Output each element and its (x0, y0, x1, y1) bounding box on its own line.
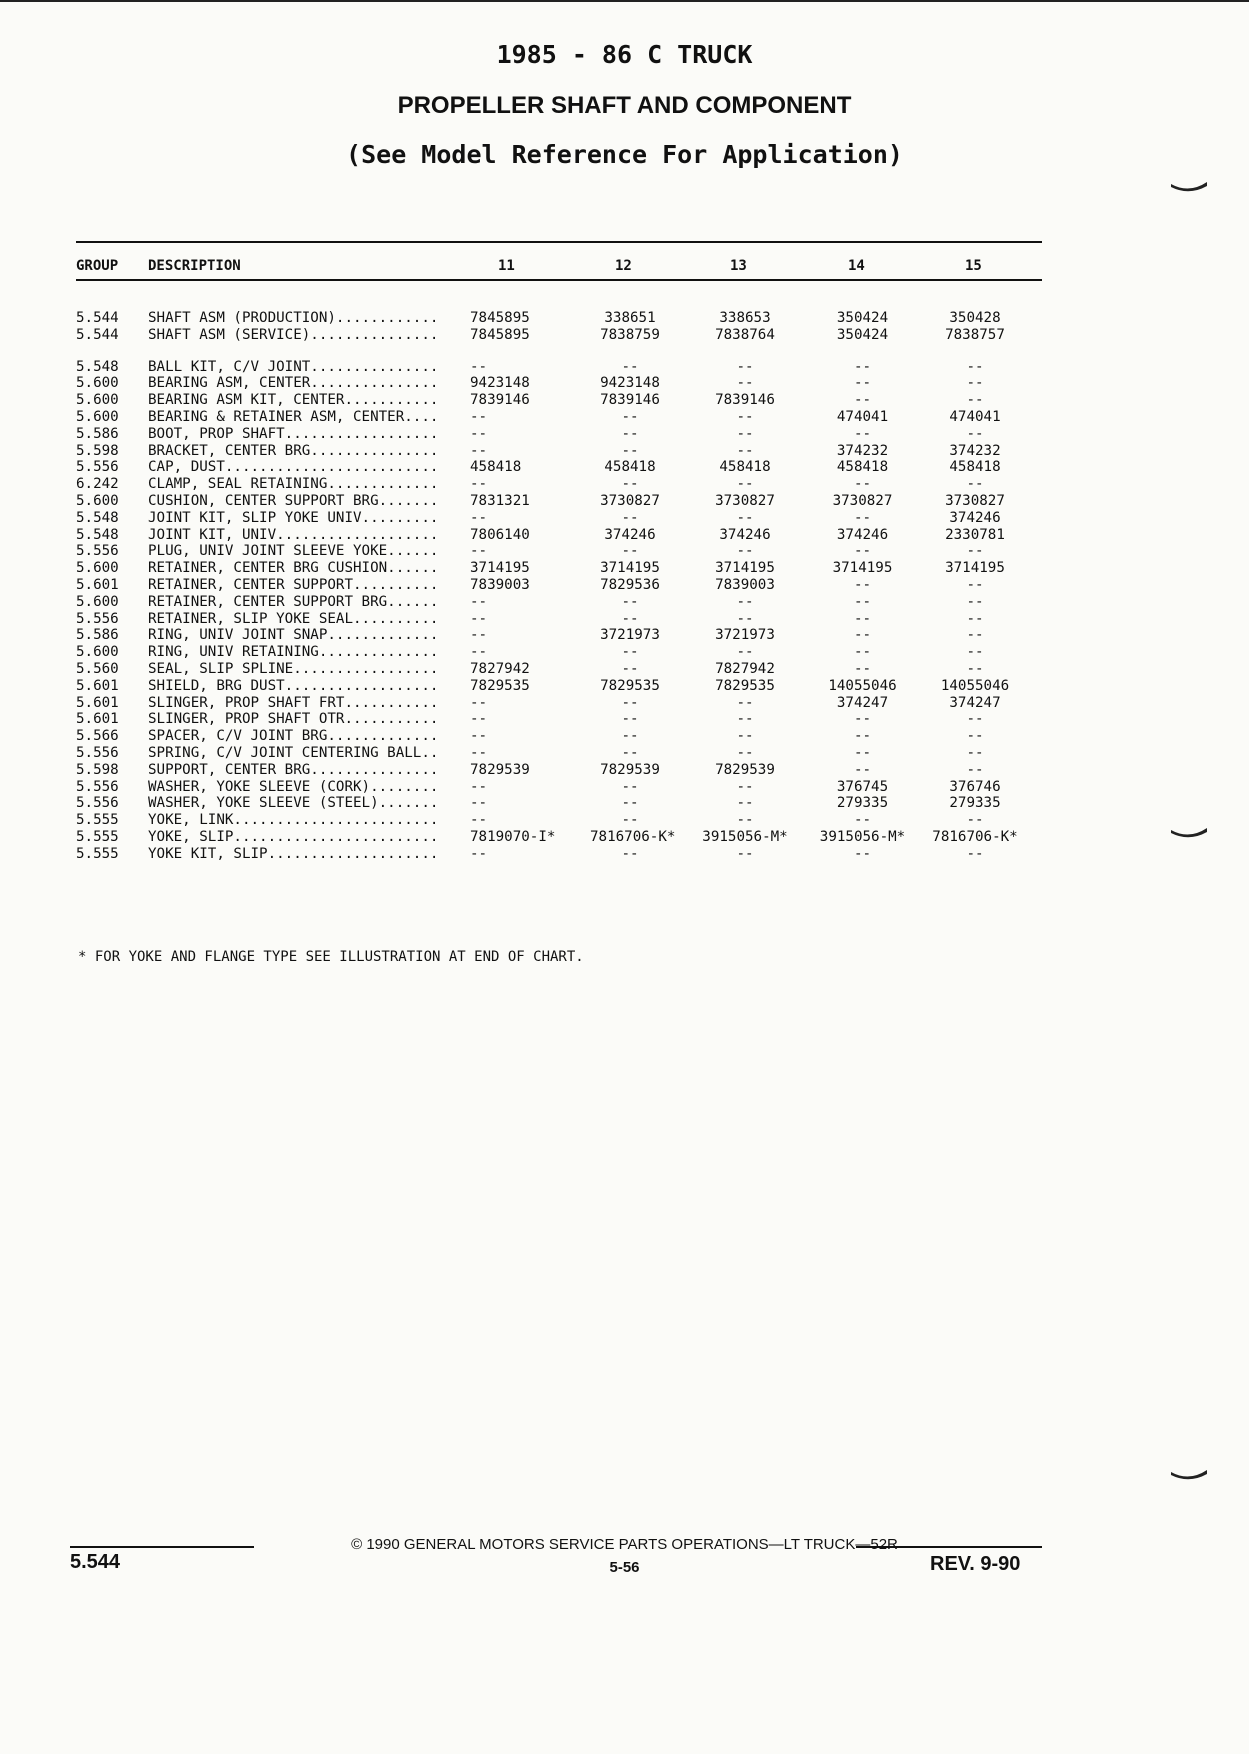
row-description: BEARING & RETAINER ASM, CENTER.... (148, 408, 439, 425)
row-group: 5.586 (76, 627, 119, 644)
row-col-15: 350428 (949, 310, 1001, 326)
table-header-rule (76, 279, 1042, 281)
row-group: 5.548 (76, 358, 119, 375)
table-row (0, 527, 1249, 544)
row-group: 5.556 (76, 744, 119, 761)
row-col-12: 7839146 (600, 392, 660, 409)
table-row (0, 476, 1249, 493)
row-col-12: 7838759 (600, 326, 660, 343)
table-row (0, 661, 1249, 678)
row-group: 5.544 (76, 326, 119, 343)
row-col-15: -- (966, 744, 984, 761)
row-col-15: 3714195 (945, 560, 1005, 577)
row-description: SLINGER, PROP SHAFT OTR........... (148, 711, 439, 728)
row-description: BEARING ASM KIT, CENTER........... (148, 392, 439, 409)
row-col-12: 3721973 (600, 627, 660, 644)
row-col-11: -- (470, 610, 488, 627)
row-col-13: -- (736, 425, 754, 442)
row-description: RING, UNIV RETAINING.............. (148, 644, 439, 661)
row-col-15: -- (966, 593, 984, 610)
row-col-13: -- (736, 543, 754, 560)
row-group: 5.601 (76, 694, 119, 711)
row-group: 5.601 (76, 677, 119, 694)
table-row (0, 795, 1249, 812)
row-group: 5.600 (76, 593, 119, 610)
row-col-13: 7838764 (715, 326, 775, 343)
row-col-13: -- (736, 610, 754, 627)
table-row (0, 459, 1249, 476)
row-col-14: -- (853, 812, 872, 829)
row-col-11: -- (470, 425, 488, 442)
row-col-15: -- (966, 845, 984, 862)
row-col-11: 7827942 (470, 660, 530, 677)
row-col-12: -- (621, 509, 639, 526)
row-col-13: -- (736, 509, 754, 526)
footer-group-number: 5.544 (70, 1551, 121, 1573)
row-col-11: -- (470, 795, 488, 812)
row-col-12: 3714195 (600, 560, 660, 577)
row-col-11: -- (470, 778, 488, 795)
footer-revision: REV. 9-90 (930, 1553, 1021, 1575)
row-group: 5.601 (76, 576, 119, 593)
table-row (0, 627, 1249, 644)
row-col-15: 474041 (949, 408, 1001, 425)
row-col-11: -- (470, 744, 488, 761)
row-col-13: -- (736, 711, 754, 728)
row-col-14: 474041 (836, 408, 889, 425)
row-col-12: -- (621, 845, 639, 862)
row-col-12: -- (621, 476, 639, 493)
header-group: GROUP (76, 258, 119, 274)
row-col-15: 279335 (949, 795, 1001, 812)
table-row (0, 443, 1249, 460)
header-col-15: 15 (965, 258, 982, 274)
row-description: PLUG, UNIV JOINT SLEEVE YOKE...... (148, 543, 439, 560)
table-row (0, 594, 1249, 611)
row-col-12: 9423148 (600, 375, 660, 392)
row-col-11: 7845895 (470, 310, 530, 326)
header-col-13: 13 (730, 258, 747, 274)
table-row (0, 493, 1249, 510)
row-group: 5.600 (76, 644, 119, 661)
row-col-11: 9423148 (470, 375, 530, 392)
row-col-15: 374232 (949, 442, 1001, 459)
table-row (0, 611, 1249, 628)
row-col-15: 3730827 (945, 492, 1005, 509)
page-subtitle: PROPELLER SHAFT AND COMPONENT (397, 92, 852, 119)
row-col-11: -- (470, 593, 488, 610)
row-group: 5.586 (76, 425, 119, 442)
row-col-13: 7839003 (715, 576, 775, 593)
row-col-15: 7838757 (945, 326, 1005, 343)
row-col-15: -- (966, 812, 984, 829)
row-col-15: -- (966, 392, 984, 409)
row-col-11: -- (470, 509, 488, 526)
row-col-11: -- (470, 694, 488, 711)
row-col-14: 458418 (836, 459, 889, 476)
row-col-15: -- (966, 660, 984, 677)
row-col-14: 279335 (836, 795, 889, 812)
row-col-11: -- (470, 358, 488, 375)
row-col-14: -- (853, 476, 872, 493)
row-col-15: 14055046 (940, 677, 1010, 694)
row-col-14: 350424 (836, 310, 889, 326)
row-description: CLAMP, SEAL RETAINING............. (148, 476, 439, 493)
row-col-12: 7816706-K* (590, 828, 676, 845)
row-col-15: -- (966, 476, 984, 493)
row-col-11: -- (470, 627, 488, 644)
row-description: WASHER, YOKE SLEEVE (STEEL)....... (148, 795, 439, 812)
row-col-12: -- (621, 812, 639, 829)
row-col-13: 338653 (719, 310, 771, 326)
row-col-15: -- (966, 711, 984, 728)
row-col-11: -- (470, 711, 488, 728)
header-col-12: 12 (615, 258, 632, 274)
row-col-13: 7839146 (715, 392, 775, 409)
row-col-14: -- (853, 728, 872, 745)
row-description: YOKE, SLIP........................ (148, 828, 439, 845)
row-col-12: -- (621, 711, 639, 728)
row-col-12: -- (621, 610, 639, 627)
row-col-12: -- (621, 644, 639, 661)
row-description: SHIELD, BRG DUST.................. (148, 677, 439, 694)
row-group: 5.548 (76, 526, 119, 543)
header-col-11: 11 (498, 258, 515, 274)
table-row (0, 327, 1249, 344)
row-col-12: 374246 (604, 526, 656, 543)
row-col-14: -- (853, 761, 872, 778)
table-row (0, 577, 1249, 594)
row-col-14: 376745 (836, 778, 889, 795)
row-col-14: -- (853, 610, 872, 627)
row-group: 5.556 (76, 543, 119, 560)
row-col-13: -- (736, 375, 754, 392)
row-col-11: -- (470, 728, 488, 745)
row-col-11: 7829535 (470, 677, 530, 694)
row-col-13: 7829535 (715, 677, 775, 694)
row-col-13: 7829539 (715, 761, 775, 778)
row-description: JOINT KIT, SLIP YOKE UNIV......... (148, 509, 439, 526)
row-col-14: 374247 (836, 694, 889, 711)
row-description: CUSHION, CENTER SUPPORT BRG....... (148, 492, 439, 509)
row-description: BEARING ASM, CENTER............... (148, 375, 439, 392)
row-col-11: 7819070-I* (470, 828, 556, 845)
row-col-15: -- (966, 576, 984, 593)
page-title: 1985 - 86 C TRUCK (496, 40, 753, 69)
row-col-13: -- (736, 408, 754, 425)
row-col-12: -- (621, 795, 639, 812)
row-description: RETAINER, SLIP YOKE SEAL.......... (148, 610, 439, 627)
row-description: CAP, DUST......................... (148, 459, 439, 476)
table-row (0, 695, 1249, 712)
table-row (0, 812, 1249, 829)
row-description: YOKE, LINK........................ (148, 812, 439, 829)
row-col-11: -- (470, 442, 488, 459)
row-col-13: -- (736, 476, 754, 493)
row-group: 5.600 (76, 408, 119, 425)
row-description: WASHER, YOKE SLEEVE (CORK)........ (148, 778, 439, 795)
row-col-14: 3730827 (832, 492, 893, 509)
row-col-12: -- (621, 728, 639, 745)
row-col-14: -- (853, 627, 872, 644)
row-col-13: -- (736, 845, 754, 862)
row-col-13: -- (736, 778, 754, 795)
row-col-11: 7845895 (470, 326, 530, 343)
row-col-14: -- (853, 644, 872, 661)
row-col-12: -- (621, 778, 639, 795)
row-col-15: 458418 (949, 459, 1001, 476)
row-col-12: -- (621, 442, 639, 459)
row-group: 5.600 (76, 392, 119, 409)
row-col-15: 2330781 (945, 526, 1005, 543)
row-col-14: -- (853, 543, 872, 560)
row-col-12: 3730827 (600, 492, 660, 509)
row-group: 5.600 (76, 375, 119, 392)
row-col-12: -- (621, 694, 639, 711)
row-description: SHAFT ASM (SERVICE)............... (148, 326, 439, 343)
table-row (0, 728, 1249, 745)
row-col-15: -- (966, 543, 984, 560)
row-col-13: -- (736, 358, 754, 375)
row-col-14: -- (853, 576, 872, 593)
row-col-12: -- (621, 358, 639, 375)
row-description: RETAINER, CENTER SUPPORT BRG...... (148, 593, 439, 610)
row-col-14: 374246 (836, 526, 889, 543)
row-col-14: -- (853, 845, 872, 862)
binder-tab-mark (1169, 1468, 1209, 1482)
row-description: JOINT KIT, UNIV................... (148, 526, 439, 543)
row-group: 5.600 (76, 560, 119, 577)
row-group: 5.556 (76, 778, 119, 795)
row-col-14: -- (853, 392, 872, 409)
table-row (0, 762, 1249, 779)
row-col-13: 7827942 (715, 660, 775, 677)
row-description: SHAFT ASM (PRODUCTION)............ (148, 310, 439, 326)
table-row (0, 711, 1249, 728)
row-col-12: 7829535 (600, 677, 660, 694)
row-group: 5.556 (76, 459, 119, 476)
table-row (0, 510, 1249, 527)
table-row (0, 543, 1249, 560)
row-description: SUPPORT, CENTER BRG............... (148, 761, 439, 778)
row-description: YOKE KIT, SLIP.................... (148, 845, 439, 862)
row-col-12: 7829539 (600, 761, 660, 778)
row-col-14: -- (853, 593, 872, 610)
row-group: 5.600 (76, 492, 119, 509)
row-col-14: -- (853, 744, 872, 761)
row-group: 5.555 (76, 828, 119, 845)
row-col-15: -- (966, 358, 984, 375)
row-group: 5.544 (76, 310, 119, 326)
row-col-11: 7839146 (470, 392, 530, 409)
row-description: SPACER, C/V JOINT BRG............. (148, 728, 439, 745)
row-group: 5.601 (76, 711, 119, 728)
table-row (0, 678, 1249, 695)
row-col-11: 7831321 (470, 492, 530, 509)
row-col-15: 374247 (949, 694, 1001, 711)
row-col-15: 7816706-K* (932, 828, 1018, 845)
row-group: 5.598 (76, 442, 119, 459)
row-group: 5.598 (76, 761, 119, 778)
table-row (0, 745, 1249, 762)
row-group: 5.555 (76, 812, 119, 829)
row-col-15: -- (966, 644, 984, 661)
parts-table-body (0, 310, 1249, 863)
row-col-15: -- (966, 425, 984, 442)
row-description: RETAINER, CENTER BRG CUSHION...... (148, 560, 439, 577)
table-row (0, 409, 1249, 426)
binder-tab-mark (1169, 826, 1209, 840)
row-group: 5.560 (76, 660, 119, 677)
row-col-11: 7829539 (470, 761, 530, 778)
row-group: 5.556 (76, 610, 119, 627)
row-col-15: -- (966, 761, 984, 778)
header-col-14: 14 (848, 258, 865, 274)
row-description: SLINGER, PROP SHAFT FRT........... (148, 694, 439, 711)
row-col-14: -- (853, 660, 872, 677)
table-row (0, 846, 1249, 863)
row-col-14: 350424 (836, 326, 889, 343)
row-col-13: 458418 (719, 459, 771, 476)
row-col-11: -- (470, 845, 488, 862)
footer-page-number: 5-56 (609, 1559, 640, 1576)
row-col-13: 3915056-M* (702, 828, 788, 845)
row-col-11: 3714195 (470, 560, 530, 577)
table-row (0, 779, 1249, 796)
row-col-12: -- (621, 425, 639, 442)
row-col-13: -- (736, 694, 754, 711)
row-col-12: 338651 (604, 310, 656, 326)
header-description: DESCRIPTION (148, 258, 241, 274)
table-row (0, 310, 1249, 327)
top-border (0, 0, 1249, 2)
row-col-14: -- (853, 375, 872, 392)
row-col-12: -- (621, 660, 639, 677)
row-col-12: 458418 (604, 459, 656, 476)
row-col-11: -- (470, 543, 488, 560)
row-col-13: 3714195 (715, 560, 775, 577)
table-row (0, 426, 1249, 443)
row-col-11: -- (470, 476, 488, 493)
row-col-13: 3721973 (715, 627, 775, 644)
row-description: BRACKET, CENTER BRG............... (148, 442, 439, 459)
row-col-12: -- (621, 593, 639, 610)
row-col-12: 7829536 (600, 576, 660, 593)
row-col-12: -- (621, 543, 639, 560)
row-col-14: 3915056-M* (819, 828, 906, 845)
row-description: SEAL, SLIP SPLINE................. (148, 660, 439, 677)
row-col-12: -- (621, 408, 639, 425)
row-col-14: 14055046 (828, 677, 897, 694)
row-col-11: -- (470, 408, 488, 425)
row-col-13: -- (736, 593, 754, 610)
row-col-13: -- (736, 744, 754, 761)
row-col-14: 374232 (836, 442, 889, 459)
row-description: RETAINER, CENTER SUPPORT.......... (148, 576, 439, 593)
row-group: 5.556 (76, 795, 119, 812)
table-row (0, 392, 1249, 409)
row-group: 5.566 (76, 728, 119, 745)
table-row (0, 829, 1249, 846)
row-col-13: -- (736, 442, 754, 459)
row-col-14: -- (853, 425, 872, 442)
row-col-15: 376746 (949, 778, 1001, 795)
row-col-13: -- (736, 812, 754, 829)
row-col-14: -- (853, 711, 872, 728)
row-col-13: -- (736, 644, 754, 661)
row-col-15: -- (966, 610, 984, 627)
row-col-15: 374246 (949, 509, 1001, 526)
binder-tab-mark (1169, 180, 1209, 194)
row-col-13: -- (736, 795, 754, 812)
footer-copyright: © 1990 GENERAL MOTORS SERVICE PARTS OPERATIONS—LT TRUCK—52R (351, 1536, 898, 1553)
row-col-11: 7806140 (470, 526, 530, 543)
row-group: 6.242 (76, 476, 119, 493)
row-group: 5.548 (76, 509, 119, 526)
row-col-13: 374246 (719, 526, 771, 543)
row-col-11: 458418 (470, 459, 522, 476)
row-col-13: 3730827 (715, 492, 775, 509)
row-col-14: 3714195 (832, 560, 893, 577)
table-row (0, 560, 1249, 577)
row-col-15: -- (966, 627, 984, 644)
row-description: SPRING, C/V JOINT CENTERING BALL.. (148, 744, 439, 761)
row-col-11: -- (470, 812, 488, 829)
row-col-14: -- (853, 509, 872, 526)
row-description: BOOT, PROP SHAFT.................. (148, 425, 439, 442)
row-col-15: -- (966, 375, 984, 392)
table-top-rule (76, 241, 1042, 243)
row-col-15: -- (966, 728, 984, 745)
table-row (0, 375, 1249, 392)
row-description: RING, UNIV JOINT SNAP............. (148, 627, 439, 644)
table-row (0, 359, 1249, 376)
table-row (0, 644, 1249, 661)
row-col-12: -- (621, 744, 639, 761)
row-col-11: 7839003 (470, 576, 530, 593)
row-col-14: -- (853, 358, 872, 375)
row-col-13: -- (736, 728, 754, 745)
footnote: * FOR YOKE AND FLANGE TYPE SEE ILLUSTRATION AT END OF CHART. (78, 949, 584, 965)
row-col-11: -- (470, 644, 488, 661)
row-group: 5.555 (76, 845, 119, 862)
application-note: (See Model Reference For Application) (346, 140, 903, 169)
row-description: BALL KIT, C/V JOINT............... (148, 358, 439, 375)
